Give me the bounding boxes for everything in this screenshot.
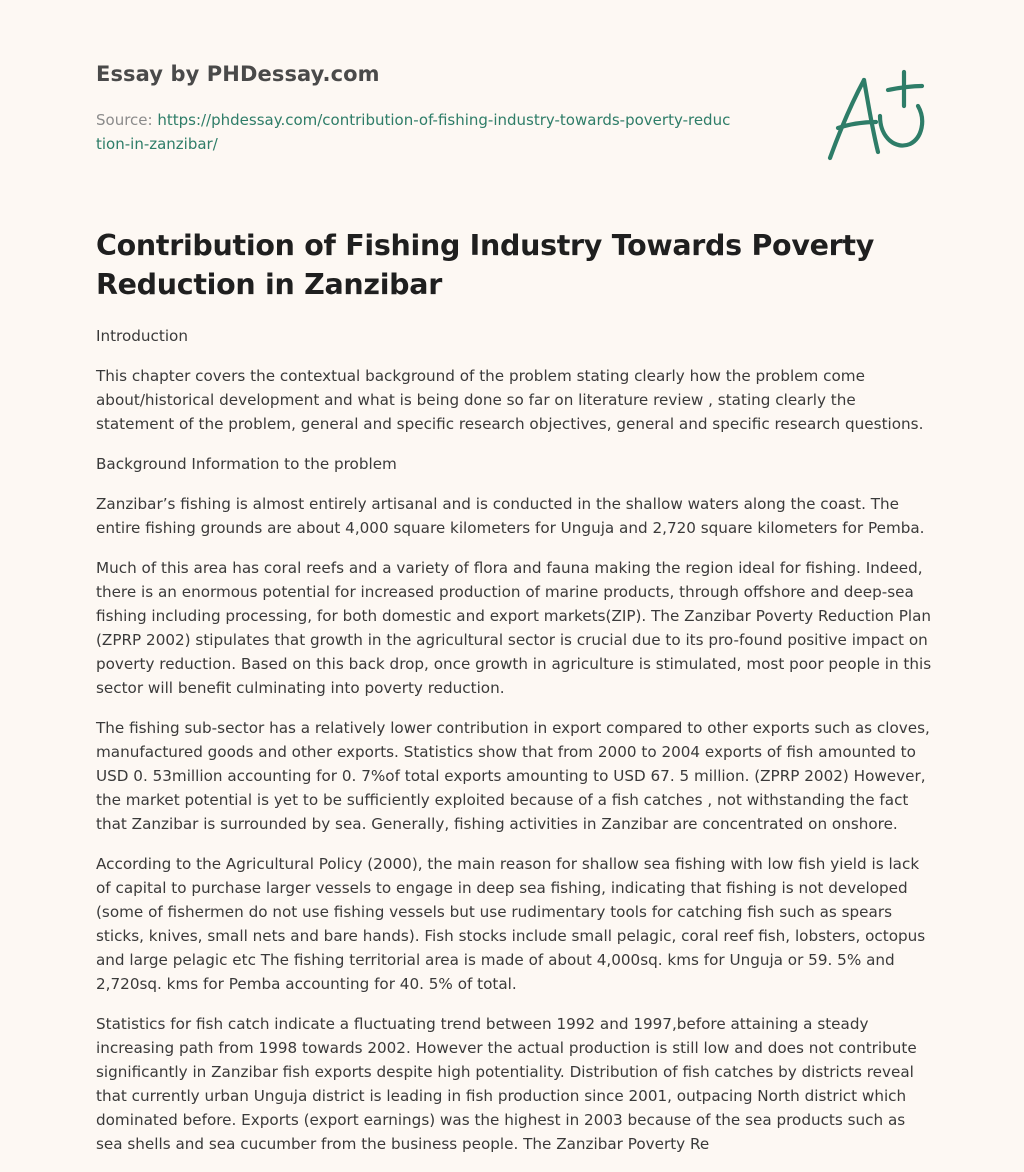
source-link[interactable]: https://phdessay.com/contribution-of-fishing-industry-towards-poverty-reduction-in-zanzibar/: [96, 111, 731, 153]
source-label: Source:: [96, 111, 158, 129]
essay-body: [96, 324, 932, 1172]
paragraph: Statistics for fish catch indicate a fluctuating trend between 1992 and 1997,before attaining a steady increasing path from 1998 towards 2002. However the actual production is still low and does not contribute significantly in Zanzibar fish exports despite high potentiality. Distribution of fish catches by districts reveal that currently urban Unguja district is leading in fish production since 2001, outpacing North district which dominated before. Exports (export earnings) was the highest in 2003 because of the sea products such as sea shells and sea cucumber from the business people. The Zanzibar Poverty Re: [96, 1015, 917, 1153]
paragraph: This chapter covers the contextual background of the problem stating clearly how the problem come about/historical development and what is being done so far on literature review , stating clearly the statement of the problem, general and specific research objectives, general and specific research questions.: [96, 367, 924, 433]
paragraph: The fishing sub-sector has a relatively lower contribution in export compared to other exports such as cloves, manufactured goods and other exports. Statistics show that from 2000 to 2004 exports of fish amounted to USD 0. 53million accounting for 0. 7%of total exports amounting to USD 67. 5 million. (ZPRP 2002) However, the market potential is yet to be sufficiently exploited because of a fish catches , not withstanding the fact that Zanzibar is surrounded by sea. Generally, fishing activities in Zanzibar are concentrated on onshore.: [96, 719, 930, 833]
site-brand: Essay by PHDessay.com: [96, 62, 380, 86]
essay-title: Contribution of Fishing Industry Towards Poverty Reduction in Zanzibar: [96, 229, 874, 301]
paragraph: Much of this area has coral reefs and a variety of flora and fauna making the region ideal for fishing. Indeed, there is an enormous potential for increased production of marine products, through offshore and deep-sea fishing including processing, for both domestic and export markets(ZIP). The Zanzibar Poverty Reduction Plan (ZPRP 2002) stipulates that growth in the agricultural sector is crucial due to its pro-found positive impact on poverty reduction. Based on this back drop, once growth in agriculture is stimulated, most poor people in this sector will benefit culminating into poverty reduction.: [96, 559, 932, 697]
paragraph: Zanzibar’s fishing is almost entirely artisanal and is conducted in the shallow waters along the coast. The entire fishing grounds are about 4,000 square kilometers for Unguja and 2,720 square kilometers for Pemba.: [96, 495, 925, 537]
page-header: [96, 62, 736, 156]
section-heading-background: Background Information to the problem: [96, 455, 397, 473]
section-heading-introduction: Introduction: [96, 327, 188, 345]
paragraph: According to the Agricultural Policy (2000), the main reason for shallow sea fishing with low fish yield is lack of capital to purchase larger vessels to engage in deep sea fishing, indicating that fishing is not developed (some of fishermen do not use fishing vessels but use rudimentary tools for catching fish such as spears sticks, knives, small nets and bare hands). Fish stocks include small pelagic, coral reef fish, lobsters, octopus and large pelagic etc The fishing territorial area is made of about 4,000sq. kms for Unguja or 59. 5% and 2,720sq. kms for Pemba accounting for 40. 5% of total.: [96, 855, 926, 993]
a-plus-grade-icon: [818, 66, 930, 166]
source-line: [96, 108, 736, 156]
